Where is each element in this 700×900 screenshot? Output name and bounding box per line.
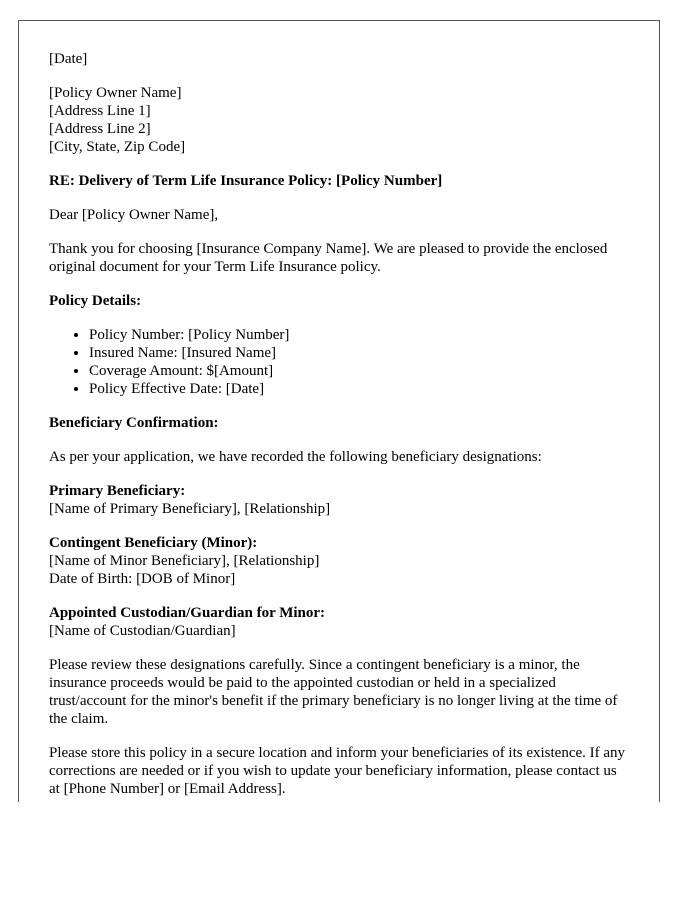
policy-number-item: • Policy Number: [Policy Number] <box>89 326 629 344</box>
salutation: Dear [Policy Owner Name], <box>49 207 219 223</box>
address-line-city: [City, State, Zip Code] <box>49 139 186 155</box>
letter-date: [Date] <box>49 51 88 67</box>
primary-beneficiary-name: [Name of Primary Beneficiary], [Relationship] <box>49 501 331 517</box>
address-line-owner: [Policy Owner Name] <box>49 85 182 101</box>
address-line-2: [Address Line 2] <box>49 121 151 137</box>
address-line-1: [Address Line 1] <box>49 103 151 119</box>
policy-details-heading: Policy Details: <box>49 293 142 309</box>
custodian-heading: Appointed Custodian/Guardian for Minor: <box>49 605 326 621</box>
contingent-beneficiary-dob: Date of Birth: [DOB of Minor] <box>49 571 236 587</box>
custodian-block <box>49 604 629 640</box>
insured-name-item: • Insured Name: [Insured Name] <box>89 344 629 362</box>
recipient-address <box>49 84 629 156</box>
closing-paragraph: Please store this policy in a secure location and inform your beneficiaries of its existence. If any corrections are needed or if you wish to update your beneficiary information, please contact us at [Phone Number] or [Email Address]. <box>49 745 626 797</box>
letter-page <box>18 20 660 802</box>
custodian-name: [Name of Custodian/Guardian] <box>49 623 236 639</box>
effective-date-item: • Policy Effective Date: [Date] <box>89 380 629 398</box>
coverage-amount-item: • Coverage Amount: $[Amount] <box>89 362 629 380</box>
intro-paragraph: Thank you for choosing [Insurance Company Name]. We are pleased to provide the enclosed original document for your Term Life Insurance policy. <box>49 241 608 275</box>
policy-details-list <box>49 326 629 398</box>
review-paragraph: Please review these designations carefully. Since a contingent beneficiary is a minor, the insurance proceeds would be paid to the appointed custodian or held in a specialized trust/account for the minor's benefit if the primary beneficiary is no longer living at the time of the claim. <box>49 657 618 727</box>
contingent-beneficiary-block <box>49 534 629 588</box>
primary-beneficiary-heading: Primary Beneficiary: <box>49 483 186 499</box>
contingent-beneficiary-name: [Name of Minor Beneficiary], [Relationship] <box>49 553 320 569</box>
primary-beneficiary-block <box>49 482 629 518</box>
subject-line: RE: Delivery of Term Life Insurance Policy: [Policy Number] <box>49 173 443 189</box>
beneficiary-intro: As per your application, we have recorded the following beneficiary designations: <box>49 449 542 465</box>
contingent-beneficiary-heading: Contingent Beneficiary (Minor): <box>49 535 258 551</box>
beneficiary-heading: Beneficiary Confirmation: <box>49 415 219 431</box>
